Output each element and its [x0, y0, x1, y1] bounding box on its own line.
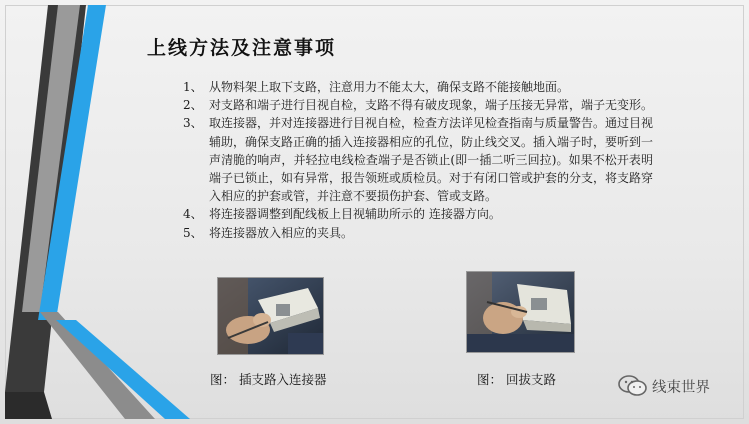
item-text: 对支路和端子进行目视自检，支路不得有破皮现象，端子压接无异常，端子无变形。 — [209, 98, 654, 113]
item-text: 将连接器放入相应的夹具。 — [209, 225, 354, 240]
watermark-text: 线束世界 — [652, 379, 710, 396]
caption-pull-back: 图： 回拔支路 — [477, 372, 556, 387]
photo-insert-branch-image — [218, 278, 323, 354]
wechat-icon — [618, 375, 648, 397]
item-number: 4、 — [183, 207, 203, 222]
photo-pull-back — [466, 271, 575, 353]
list-item — [183, 114, 653, 205]
instruction-list — [183, 78, 653, 242]
stripe-bottom-dark — [5, 392, 52, 419]
list-item — [183, 205, 653, 223]
stripe-bottom-grey — [40, 312, 155, 419]
item-number: 1、 — [183, 80, 203, 94]
caption-insert-branch: 图： 插支路入连接器 — [210, 372, 327, 387]
list-item — [183, 96, 653, 114]
slide-title: 上线方法及注意事项 — [147, 37, 337, 59]
list-item — [183, 224, 653, 242]
item-text: 从物料架上取下支路，注意用力不能太大，确保支路不能接触地面。 — [209, 80, 570, 94]
item-text: 将连接器调整到配线板上目视辅助所示的 连接器方向。 — [209, 207, 501, 222]
list-item — [183, 78, 653, 96]
watermark — [618, 375, 710, 397]
photo-pull-back-image — [467, 272, 574, 352]
item-number: 5、 — [183, 225, 203, 240]
item-number: 2、 — [183, 98, 203, 113]
item-number: 3、 — [183, 116, 203, 131]
item-text: 取连接器，并对连接器进行目视自检，检查方法详见检查指南与质量警告。通过目视辅助，确保支路正确的插入连接器相应的孔位，防止线交叉。插入端子时，要听到一声清脆的响声，并轻拉电线检查端子是否锁止(即一插二听三回拉)。如果不松开表明端子已锁止，如有异常，报告领班或质检员。对于有闭口管或护套的分支，将支路穿入相应的护套或管，并注意不要损伤护套、管或支路。 — [209, 116, 654, 204]
photo-insert-branch — [217, 277, 324, 355]
